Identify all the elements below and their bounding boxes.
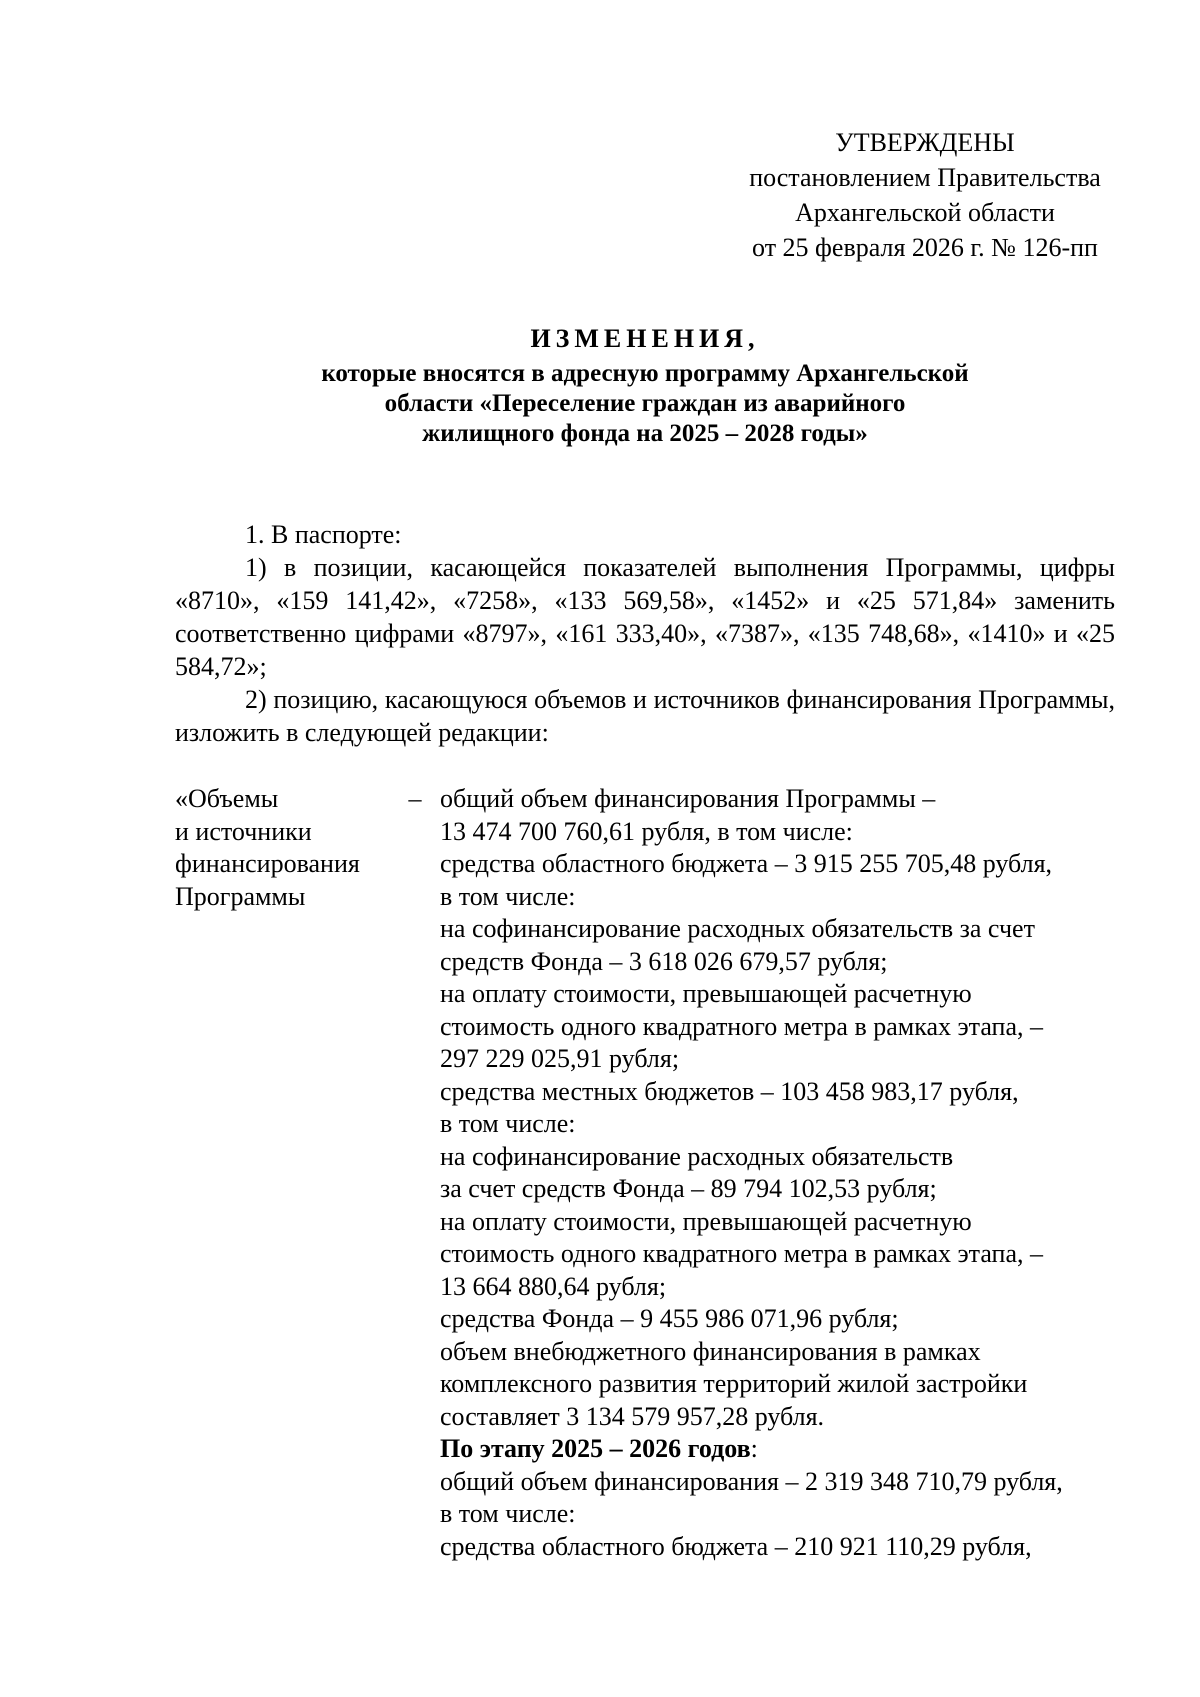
funding-line: средства местных бюджетов – 103 458 983,17 рубля, [440,1076,1019,1106]
stage-line: средства областного бюджета – 210 921 110,29 рубля, [440,1531,1032,1561]
funding-line: на оплату стоимости, превышающей расчетную [440,979,972,1008]
funding-dash: – [408,784,422,813]
funding-line: средства областного бюджета – 3 915 255 705,48 рубля, [440,849,1053,878]
funding-label [175,783,405,913]
approval-stamp [735,125,1115,265]
document-title: ИЗМЕНЕНИЯ, [530,324,760,353]
funding-label-line-4: Программы [175,881,306,911]
funding-label-line-2: и источники [175,816,312,846]
document-subtitle-line-3: жилищного фонда на 2025 – 2028 годы» [422,420,868,447]
funding-label-line-3: финансирования [175,849,360,878]
funding-line: объем внебюджетного финансирования в рамках [440,1336,981,1366]
funding-line: 13 664 880,64 рубля; [440,1271,667,1301]
stage-heading-colon: : [750,1434,758,1463]
funding-line: на софинансирование расходных обязательств за счет [440,914,1035,943]
document-title-block [175,319,1115,449]
funding-line: комплексного развития территорий жилой застройки [440,1369,1028,1398]
stage-heading-line [440,1433,1120,1466]
funding-label-line-1: «Объемы [175,784,279,813]
paragraph-item-2: 2) позицию, касающуюся объемов и источников финансирования Программы, изложить в следующей редакции: [175,685,1115,747]
approval-line-2: постановлением Правительства [749,163,1101,192]
approval-line-4: от 25 февраля 2026 г. № 126-пп [752,233,1098,262]
funding-line: 297 229 025,91 рубля; [440,1044,680,1073]
paragraph-item-1: 1) в позиции, касающейся показателей выполнения Программы, цифры «8710», «159 141,42», «7258», «133 569,58», «1452» и «25 571,84» заменить соответственно цифрами «8797», «161 333,40», «7387», «135 748,68», «1410» и «25 584,72»; [175,553,1115,681]
funding-line: стоимость одного квадратного метра в рамках этапа, – [440,1239,1043,1268]
stage-line: в том числе: [440,1499,576,1528]
document-subtitle-line-2: области «Переселение граждан из аварийного [384,390,906,417]
funding-line: составляет 3 134 579 957,28 рубля. [440,1401,825,1431]
funding-line: в том числе: [440,881,576,911]
approval-line-1: УТВЕРЖДЕНЫ [835,128,1015,157]
document-body [175,518,1115,749]
stage-heading: По этапу 2025 – 2026 годов [440,1434,751,1463]
funding-details [440,783,1120,1563]
funding-line: средств Фонда – 3 618 026 679,57 рубля; [440,946,888,976]
approval-line-3: Архангельской области [795,198,1055,227]
funding-line: на оплату стоимости, превышающей расчетную [440,1206,972,1236]
funding-line: средства Фонда – 9 455 986 071,96 рубля; [440,1304,899,1333]
funding-line: общий объем финансирования Программы – [440,784,936,813]
stage-line: общий объем финансирования – 2 319 348 710,79 рубля, [440,1466,1063,1496]
document-subtitle-line-1: которые вносятся в адресную программу Архангельской [321,360,969,387]
funding-line: в том числе: [440,1109,576,1138]
funding-line: на софинансирование расходных обязательств [440,1141,954,1171]
funding-line: 13 474 700 760,61 рубля, в том числе: [440,816,853,846]
funding-line: за счет средств Фонда – 89 794 102,53 рубля; [440,1174,937,1203]
funding-line: стоимость одного квадратного метра в рамках этапа, – [440,1011,1043,1041]
section-heading: 1. В паспорте: [245,520,402,549]
